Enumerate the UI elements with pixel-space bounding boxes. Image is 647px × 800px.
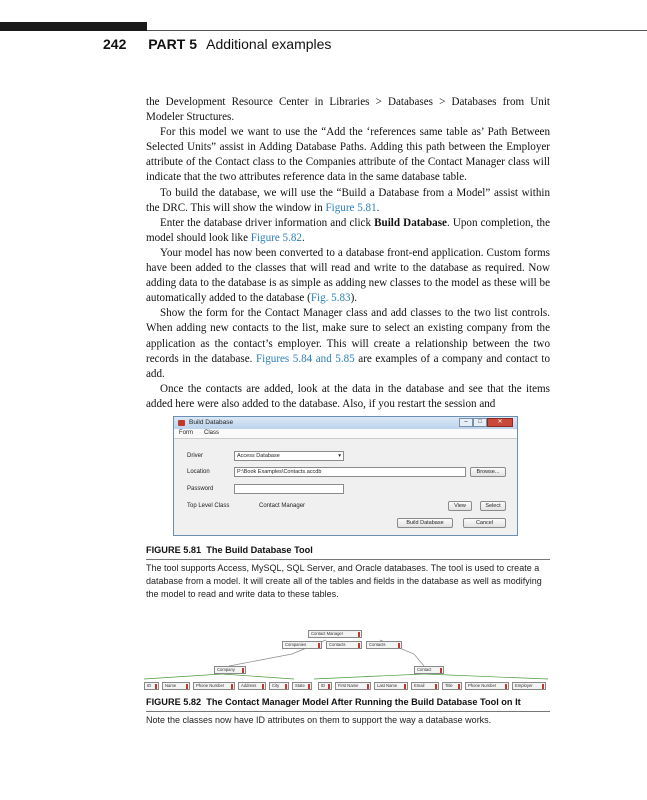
location-label: Location [187,469,210,475]
class-node-contact-manager[interactable] [308,630,362,638]
attribute-marker-icon [367,684,369,689]
attribute-name: Name [165,683,177,688]
figure-caption-title [146,697,521,707]
build-database-dialog [173,416,518,536]
class-marker-icon [242,668,244,673]
attribute-marker-icon [435,684,437,689]
attribute-name: Last Name [377,683,398,688]
figure-link[interactable]: Fig. 5.83 [310,292,351,305]
paragraph-text: Once the contacts are added, look at the data in the database and see that the items added here were also added to the database. Also, if you restart the session and [146,382,550,410]
attribute-name: Companies [285,642,307,647]
figure-link[interactable]: Figure 5.82 [250,231,302,244]
attribute-node[interactable] [144,682,159,690]
bold-term: Build Database [374,216,447,229]
build-database-button[interactable]: Build Database [397,518,453,528]
attribute-name: Contacts [329,642,346,647]
attribute-node[interactable] [366,641,402,649]
attribute-name: Email [414,683,425,688]
location-input[interactable]: P:\Book Examples\Contacts.accdb [234,467,466,477]
attribute-node[interactable] [442,682,462,690]
body-text [146,95,550,412]
menu-form[interactable]: Form [179,430,193,436]
part-title: Additional examples [206,36,332,52]
chevron-down-icon: ▾ [338,453,341,459]
figure-label: FIGURE 5.81 [146,545,202,555]
paragraph-text: . [301,231,305,244]
paragraph [146,382,550,412]
menu-bar [174,429,517,439]
attribute-node[interactable] [512,682,546,690]
browse-button[interactable]: Browse... [470,467,506,477]
paragraph [146,216,550,246]
attribute-node[interactable] [269,682,289,690]
attribute-name: Contacts [369,642,386,647]
diagram-nodes [144,626,548,696]
paragraph [146,186,550,216]
driver-label: Driver [187,453,203,459]
paragraph-text: . [376,201,380,214]
top-level-class-value: Contact Manager [259,503,306,509]
figure-title: The Build Database Tool [206,545,313,555]
paragraph-text: ). [350,292,358,305]
paragraph [146,246,550,306]
figure-caption-title [146,545,313,555]
figure-link[interactable]: Figures 5.84 and 5.85 [255,352,355,365]
attribute-node[interactable] [335,682,371,690]
figure-caption-text: Note the classes now have ID attributes on them to support the way a database works. [146,715,492,725]
running-header [103,36,331,52]
attribute-node[interactable] [411,682,439,690]
top-level-class-label: Top Level Class [187,503,230,509]
page-number: 242 [103,36,127,52]
maximize-icon[interactable]: □ [473,418,487,427]
password-label: Password [187,486,214,492]
dialog-titlebar [174,417,517,429]
class-marker-icon [358,632,360,637]
attribute-name: ID [147,683,152,688]
cancel-button[interactable]: Cancel [463,518,506,528]
attribute-name: Employer [515,683,533,688]
driver-value: Access Database [237,453,280,459]
attribute-name: First Name [338,683,359,688]
paragraph-text: are examples of a company and contact to add. [146,352,551,380]
attribute-marker-icon [328,684,330,689]
class-name: Contact Manager [311,631,344,636]
attribute-marker-icon [358,643,360,648]
close-icon[interactable]: ✕ [487,418,513,427]
attribute-marker-icon [505,684,507,689]
paragraph-text: the Development Resource Center in Libraries > Databases > Databases from Unit Modeler Structures. [146,96,550,124]
attribute-name: Address [241,683,257,688]
attribute-node[interactable] [238,682,266,690]
header-rule-block [0,22,147,31]
app-icon [178,420,185,426]
caption-rule [146,711,550,712]
dialog-title: Build Database [189,419,234,426]
caption-rule [146,559,550,560]
attribute-node[interactable] [318,682,332,690]
attribute-marker-icon [458,684,460,689]
attribute-marker-icon [318,643,320,648]
attribute-node[interactable] [465,682,509,690]
attribute-marker-icon [155,684,157,689]
figure-label: FIGURE 5.82 [146,697,202,707]
class-name: Contact [417,667,432,672]
paragraph [146,306,550,381]
attribute-marker-icon [398,643,400,648]
attribute-marker-icon [285,684,287,689]
attribute-marker-icon [308,684,310,689]
paragraph [146,125,550,185]
attribute-node[interactable] [374,682,408,690]
driver-select[interactable] [234,451,344,461]
attribute-marker-icon [186,684,188,689]
attribute-marker-icon [542,684,544,689]
paragraph-text: Enter the database driver information and click [160,216,375,229]
view-button[interactable]: View [448,501,472,511]
select-button[interactable]: Select [480,501,506,511]
paragraph-text: To build the database, we will use the “Build a Database from a Model” assist within the DRC. This will show the window in [146,186,550,214]
figure-caption-text: The tool supports Access, MySQL, SQL Server, and Oracle databases. The tool is used to create a database from a model. It will create all of the tables and fields in the database as well as modifying the model to read and write data to these tables. [146,563,542,599]
attribute-name: City [272,683,280,688]
attribute-name: Phone Number [196,683,225,688]
paragraph-text: . Upon completion, the model should look like [146,216,550,244]
attribute-node[interactable] [292,682,312,690]
attribute-name: ID [321,683,326,688]
attribute-node[interactable] [193,682,235,690]
password-input[interactable] [234,484,344,494]
attribute-marker-icon [404,684,406,689]
attribute-node[interactable] [326,641,362,649]
minimize-icon[interactable]: – [459,418,473,427]
figure-link[interactable]: Figure 5.81 [325,201,377,214]
attribute-marker-icon [231,684,233,689]
paragraph-text: Your model has now been converted to a database front-end application. Custom forms have been added to the classes that will read and write to the database as required. Now adding data to the database is as simple as adding new classes to the model as these will be automatically added to the database ( [146,246,550,305]
class-node-contact[interactable] [414,666,444,674]
paragraph [146,95,550,125]
class-node-company[interactable] [214,666,246,674]
paragraph-text: Show the form for the Contact Manager class and add classes to the two list controls. When adding new contacts to the list, make sure to select an existing company from the application as the contact’s employer. This will create a relationship between the two records in the database. [146,307,550,365]
class-marker-icon [440,668,442,673]
class-name: Company [217,667,235,672]
figure-title: The Contact Manager Model After Running the Build Database Tool on It [206,697,521,707]
menu-class[interactable]: Class [204,430,220,436]
paragraph-text: For this model we want to use the “Add the ‘references same table as’ Path Between Selected Units” assist in Adding Database Paths. Adding this path between the Employer attribute of the Contact class to the Companies attribute of the Contact Manager class will indicate that the two attributes reference data in the same database table. [146,126,550,184]
attribute-node[interactable] [162,682,190,690]
attribute-name: Phone Number [468,683,497,688]
header-rule-line [147,30,647,31]
attribute-name: Title [445,683,453,688]
part-label: PART 5 [148,36,197,52]
attribute-name: State [295,683,305,688]
attribute-marker-icon [262,684,264,689]
attribute-node[interactable] [282,641,322,649]
